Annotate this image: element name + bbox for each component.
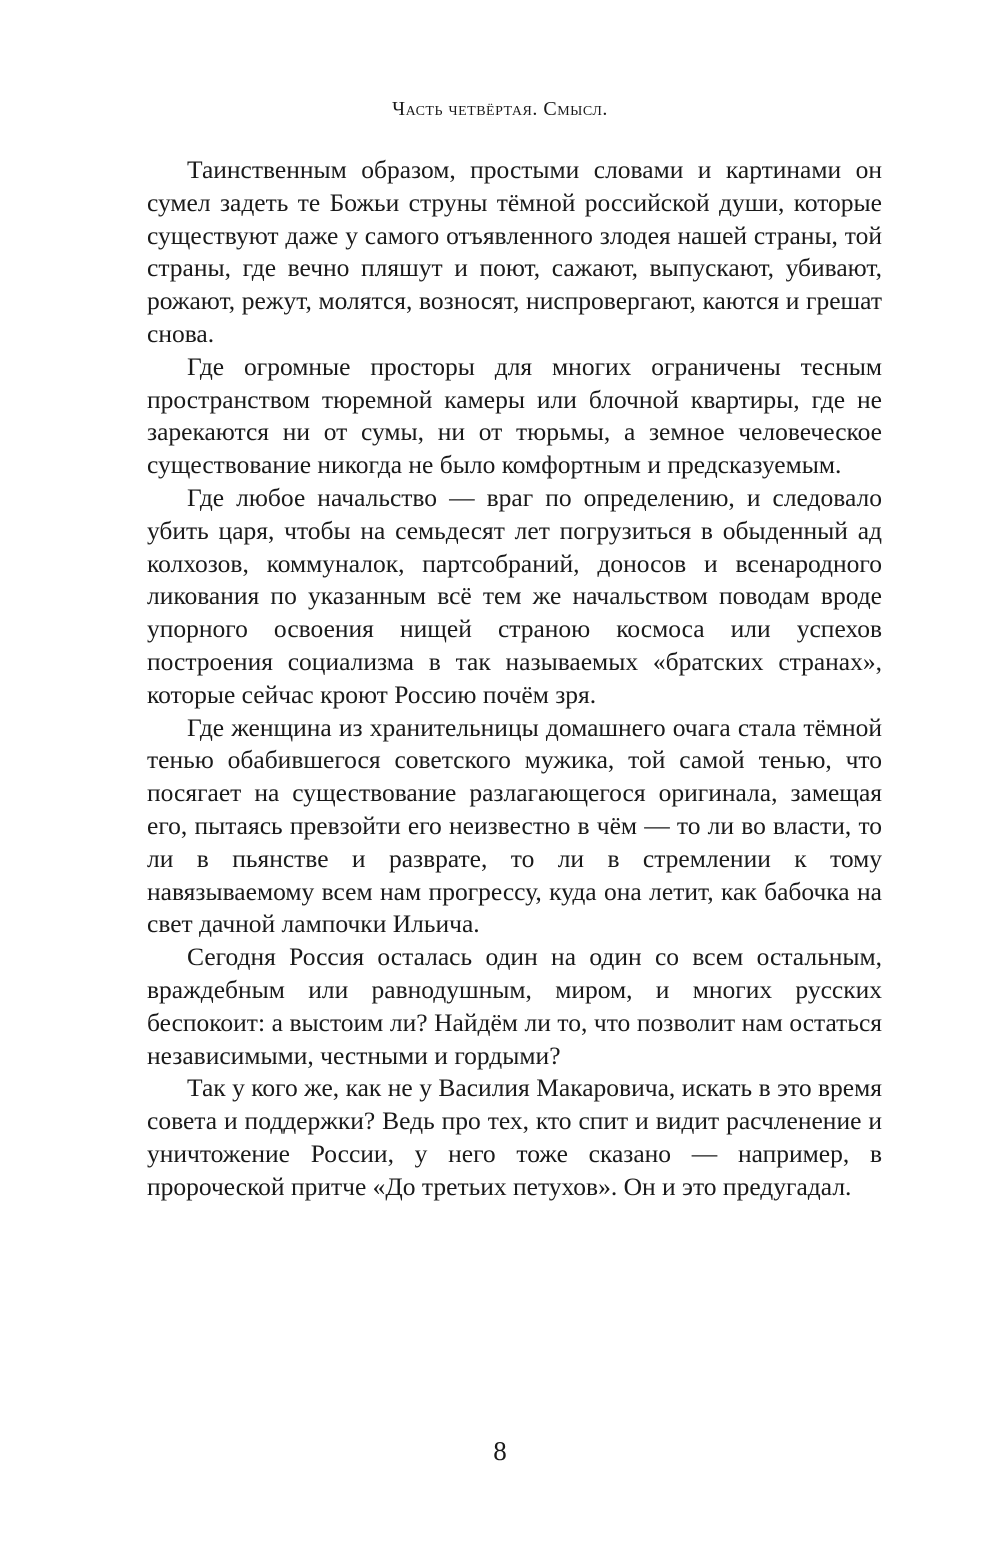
body-text — [147, 154, 882, 1204]
paragraph: Где женщина из хранительницы домашнего очага стала тёмной тенью обабившегося советского мужика, той самой тенью, что посягает на существование разлагающегося оригинала, замещая его, пытаясь превзойти его неизвестно в чём — то ли во власти, то ли в пьянстве и разврате, то ли в стремлении к тому навязываемому всем нам прогрессу, куда она летит, как бабочка на свет дачной лампочки Ильича. — [147, 712, 882, 939]
paragraph: Где любое начальство — враг по определению, и следовало убить царя, чтобы на семьдесят лет погрузиться в обыденный ад колхозов, коммуналок, партсобраний, доносов и всенародного ликования по указанным всё тем же начальством поводам вроде упорного освоения нищей страною космоса или успехов построения социализма в так называемых «братских странах», которые сейчас кроют Россию почём зря. — [147, 482, 882, 709]
paragraph: Таинственным образом, простыми словами и картинами он сумел задеть те Божьи струны тёмной российской души, которые существуют даже у самого отъявленного злодея нашей страны, той страны, где вечно пляшут и поют, сажают, выпускают, убивают, рожают, режут, молятся, возносят, ниспровергают, каются и грешат снова. — [147, 155, 882, 348]
paragraph: Сегодня Россия осталась один на один со всем остальным, враждебным или равнодушным, миром, и многих русских беспокоит: а выстоим ли? Найдём ли то, что позволит нам остаться независимыми, честными и гордыми? — [147, 942, 882, 1070]
paragraph: Где огромные просторы для многих ограничены тесным пространством тюремной камеры или блочной квартиры, где не зарекаются ни от сумы, ни от тюрьмы, а земное человеческое существование никогда не было комфортным и предсказуемым. — [147, 351, 882, 480]
running-head: Часть четвёртая. Смысл. — [392, 98, 608, 120]
paragraph: Так у кого же, как не у Василия Макаровича, искать в это время совета и поддержки? Ведь про тех, кто спит и видит расчленение и уничтожение России, у него тоже сказано — например, в пророческой притче «До третьих петухов». Он и это предугадал. — [147, 1073, 882, 1201]
page-number: 8 — [493, 1436, 507, 1466]
